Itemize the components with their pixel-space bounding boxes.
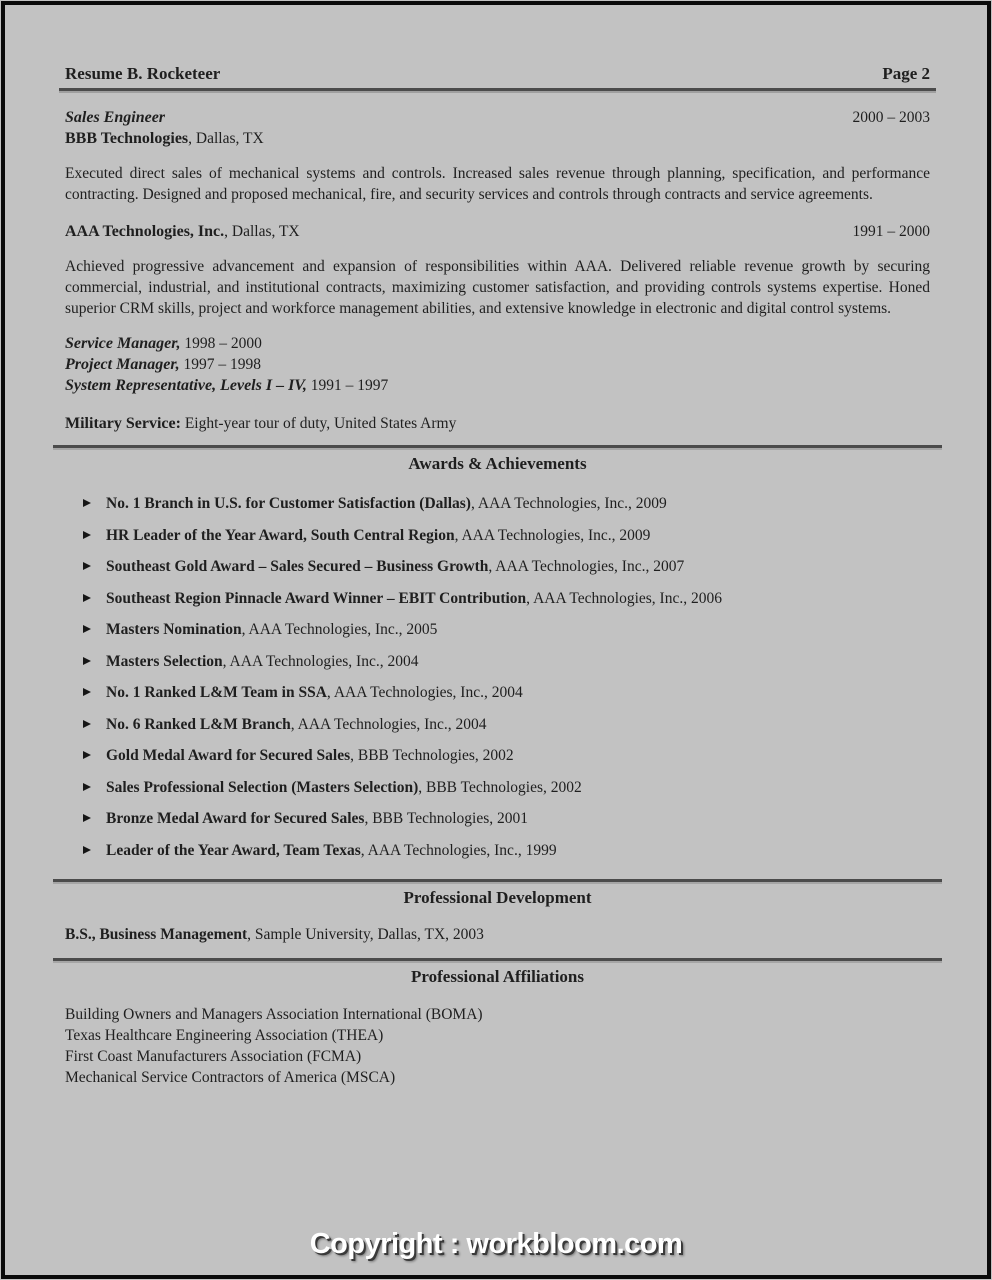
job1-location: , Dallas, TX: [188, 130, 264, 147]
award-item: No. 1 Branch in U.S. for Customer Satisfaction (Dallas), AAA Technologies, Inc., 2009: [65, 494, 930, 513]
job2-location: , Dallas, TX: [224, 223, 300, 240]
bullet-arrow-icon: [83, 657, 91, 665]
position-line: Project Manager, 1997 – 1998: [65, 356, 262, 373]
bullet-arrow-icon: [83, 625, 91, 633]
job1-company: BBB Technologies: [65, 130, 189, 147]
education-school: , Sample University, Dallas, TX, 2003: [247, 925, 484, 943]
awards-list: [65, 494, 930, 860]
award-item: Masters Nomination, AAA Technologies, Inc., 2005: [65, 620, 930, 639]
award-item: Leader of the Year Award, Team Texas, AAA Technologies, Inc., 1999: [65, 841, 930, 860]
header-name: Resume B. Rocketeer: [65, 64, 221, 83]
page-content: [65, 64, 930, 1088]
bullet-arrow-icon: [83, 499, 91, 507]
job2-company: AAA Technologies, Inc.: [65, 223, 225, 240]
job2-positions: [65, 333, 930, 396]
bullet-arrow-icon: [83, 783, 91, 791]
bullet-arrow-icon: [83, 720, 91, 728]
section-divider: [53, 958, 942, 961]
job2-company-row: [65, 221, 930, 242]
bullet-arrow-icon: [83, 846, 91, 854]
award-item: Bronze Medal Award for Secured Sales, BBB Technologies, 2001: [65, 809, 930, 828]
section-divider: [53, 879, 942, 882]
copyright-text: Copyright : workbloom.com: [309, 1228, 683, 1260]
award-item: Southeast Gold Award – Sales Secured – Business Growth, AAA Technologies, Inc., 2007: [65, 557, 930, 576]
bullet-arrow-icon: [83, 814, 91, 822]
job1-title-row: [65, 107, 930, 128]
section-divider: [53, 445, 942, 448]
position-line: Service Manager, 1998 – 2000: [65, 335, 262, 352]
bullet-arrow-icon: [83, 594, 91, 602]
job1-description: Executed direct sales of mechanical systems and controls. Increased sales revenue through planning, specification, and performance contracting. Designed and proposed mechanical, fire, and security services and controls through contracts and service agreements.: [65, 165, 930, 203]
job1-title: Sales Engineer: [65, 109, 166, 126]
affiliations-section-title: Professional Affiliations: [411, 966, 584, 986]
header-page-number: Page 2: [882, 64, 930, 83]
job1-dates: 2000 – 2003: [852, 109, 930, 126]
award-item: No. 6 Ranked L&M Branch, AAA Technologies, Inc., 2004: [65, 715, 930, 734]
affiliation-item: First Coast Manufacturers Association (FCMA): [65, 1047, 362, 1065]
award-item: No. 1 Ranked L&M Team in SSA, AAA Technologies, Inc., 2004: [65, 683, 930, 702]
bullet-arrow-icon: [83, 688, 91, 696]
award-item: Southeast Region Pinnacle Award Winner – EBIT Contribution, AAA Technologies, Inc., 2006: [65, 589, 930, 608]
page-header: [59, 64, 936, 91]
award-item: Sales Professional Selection (Masters Selection), BBB Technologies, 2002: [65, 778, 930, 797]
award-item: Masters Selection, AAA Technologies, Inc., 2004: [65, 652, 930, 671]
affiliations-list: [65, 1004, 930, 1088]
education-degree: B.S., Business Management: [65, 925, 248, 943]
military-service-text: Eight-year tour of duty, United States Army: [180, 415, 457, 432]
job2-dates: 1991 – 2000: [852, 223, 930, 240]
job2-description: Achieved progressive advancement and expansion of responsibilities within AAA. Delivered reliable revenue growth by securing commercial, industrial, and institutional contracts, maximizing customer satisfaction, and providing controls systems expertise. Honed superior CRM skills, project and workforce management abilities, and extensive knowledge in electronic and digital control systems.: [65, 258, 930, 317]
bullet-arrow-icon: [83, 751, 91, 759]
military-service-label: Military Service:: [65, 415, 181, 432]
development-section-title: Professional Development: [403, 887, 592, 907]
military-service-line: [65, 413, 930, 434]
awards-section-title: Awards & Achievements: [408, 454, 587, 473]
position-line: System Representative, Levels I – IV, 1991 – 1997: [65, 377, 389, 394]
affiliation-item: Building Owners and Managers Association International (BOMA): [65, 1005, 483, 1023]
award-item: Gold Medal Award for Secured Sales, BBB Technologies, 2002: [65, 746, 930, 765]
education-line: [65, 924, 930, 945]
award-item: HR Leader of the Year Award, South Central Region, AAA Technologies, Inc., 2009: [65, 526, 930, 545]
affiliation-item: Texas Healthcare Engineering Association (THEA): [65, 1026, 384, 1044]
bullet-arrow-icon: [83, 562, 91, 570]
job1-company-row: [65, 128, 930, 149]
affiliation-item: Mechanical Service Contractors of America (MSCA): [65, 1068, 396, 1086]
bullet-arrow-icon: [83, 531, 91, 539]
